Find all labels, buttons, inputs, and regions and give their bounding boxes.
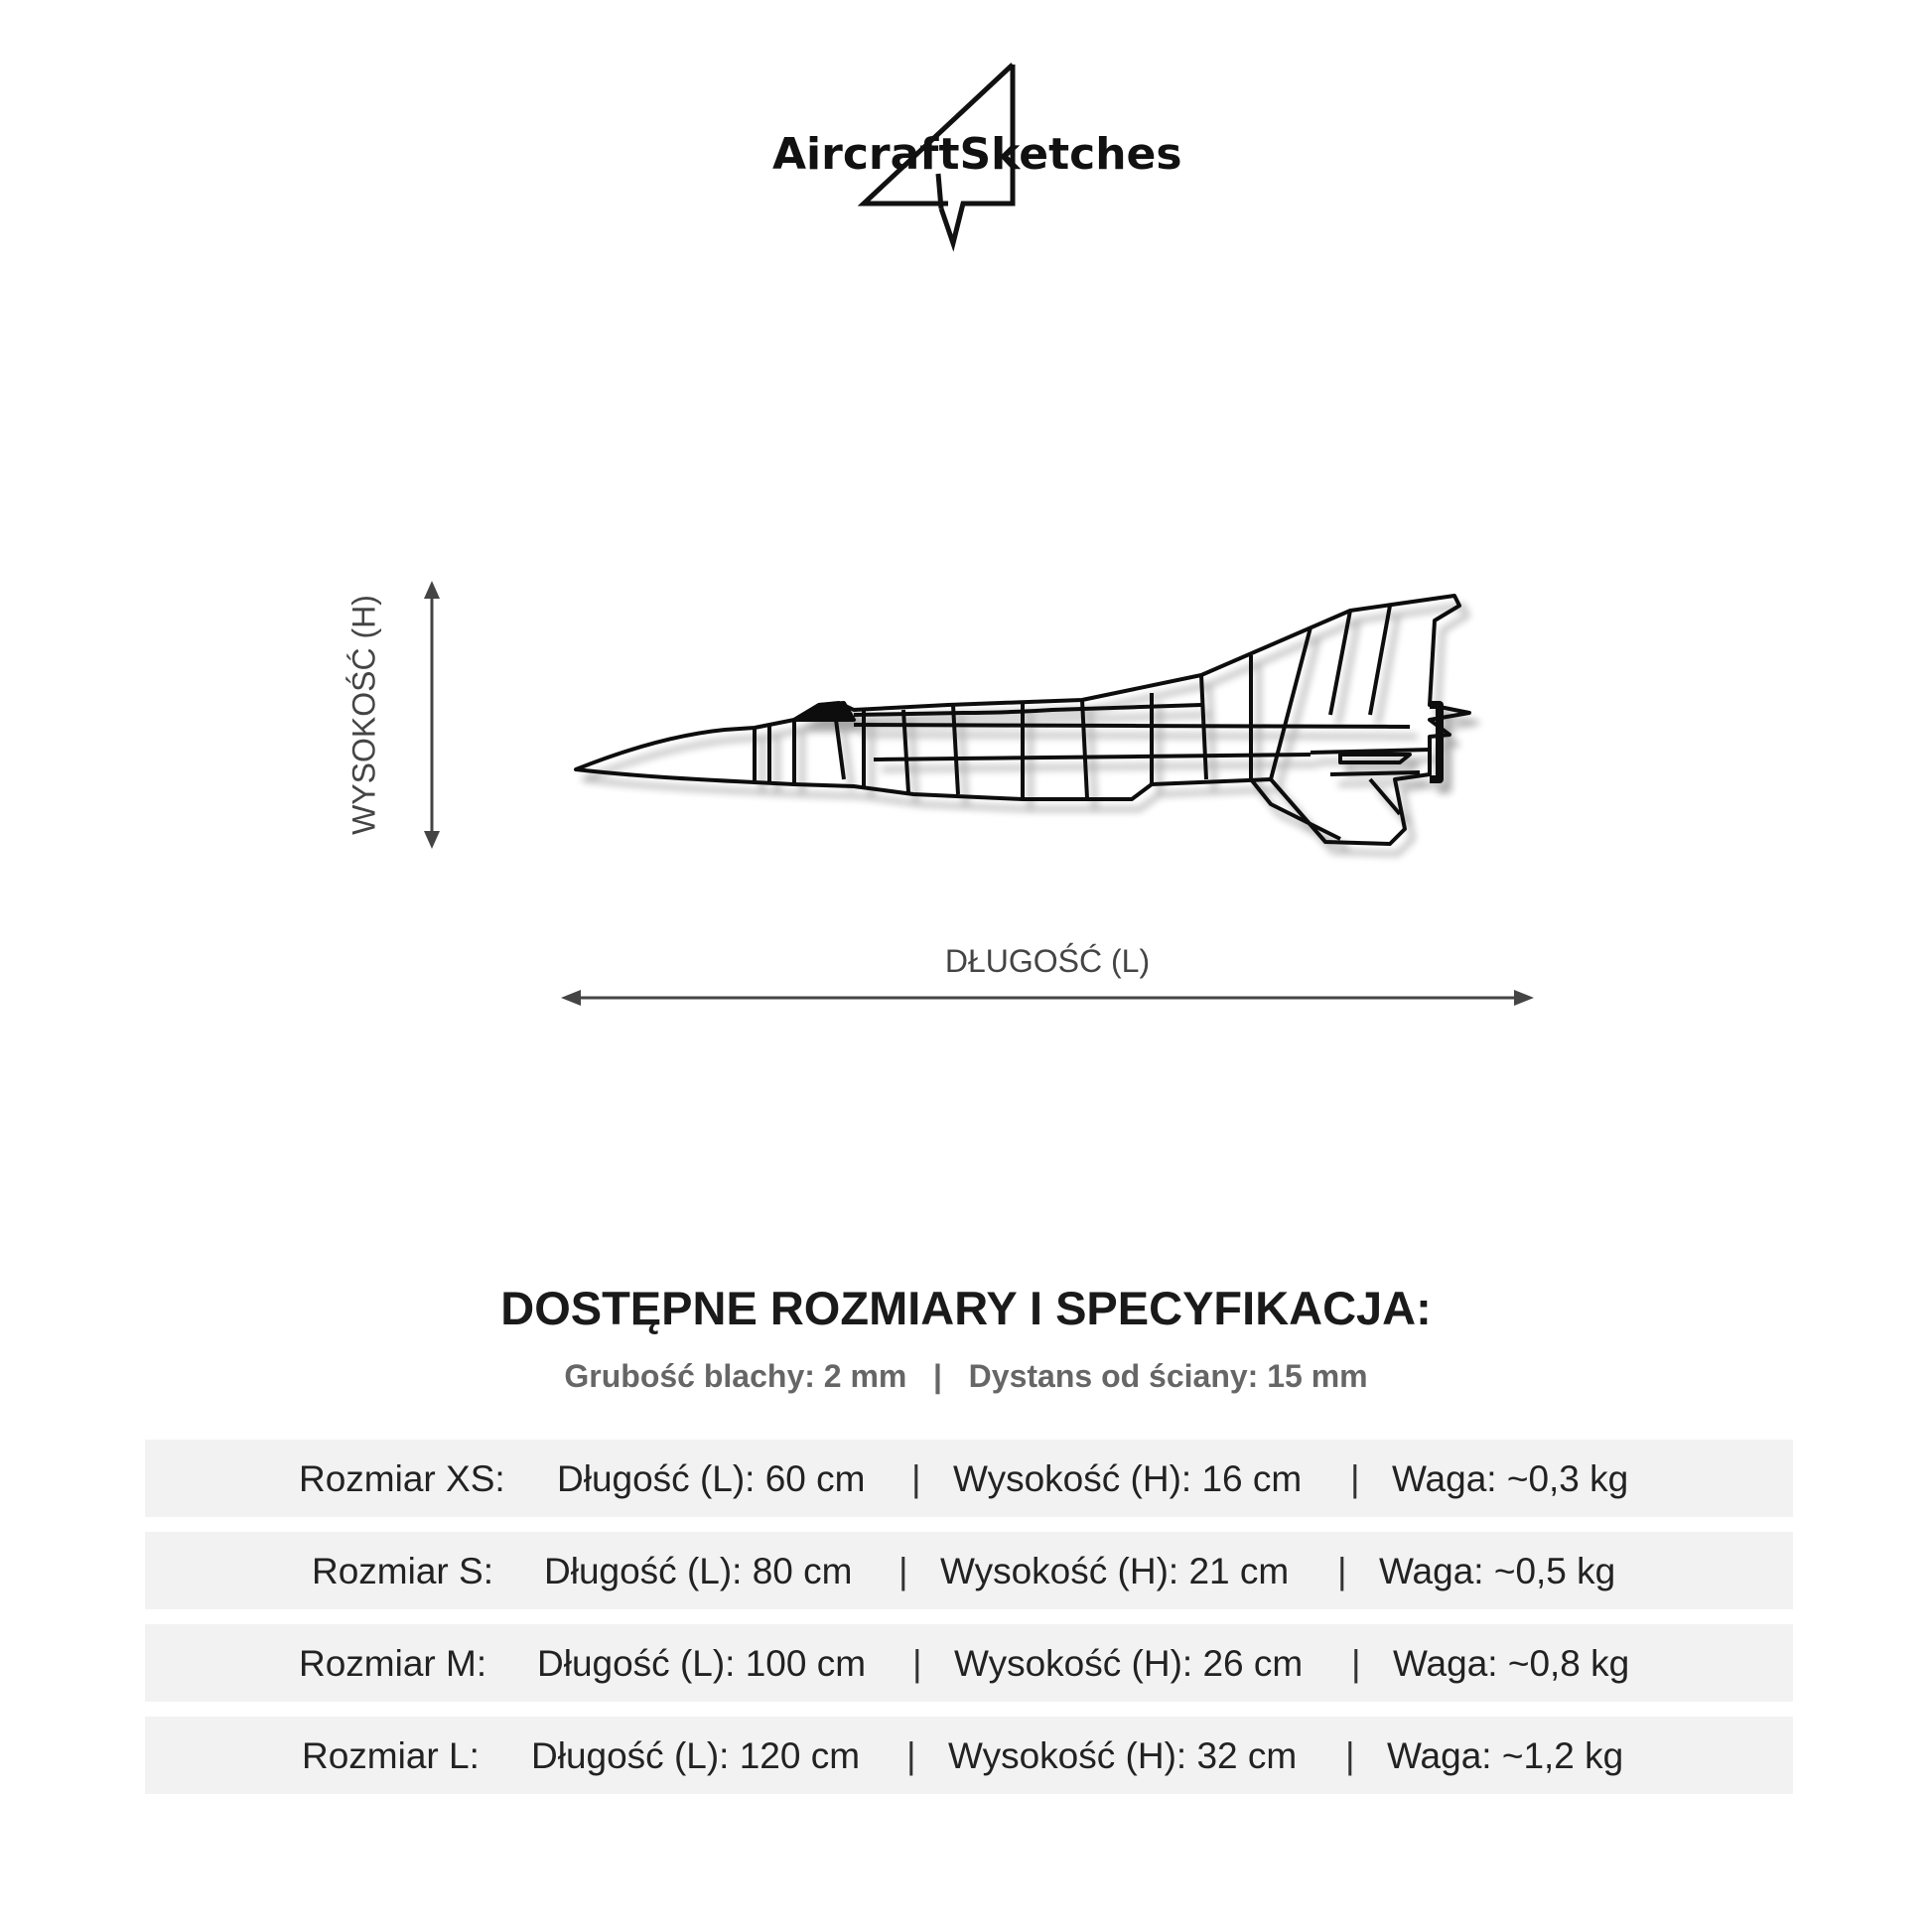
separator: |: [933, 1358, 942, 1394]
brand-name: AircraftSketches: [772, 129, 1182, 180]
length-value: Długość (L): 100 cm: [537, 1643, 867, 1684]
separator: |: [912, 1643, 922, 1684]
separator: |: [898, 1551, 908, 1591]
height-arrow: [417, 581, 447, 849]
specs-subtitle: [0, 1358, 1932, 1395]
separator: |: [1350, 1458, 1360, 1499]
weight-value: Waga: ~1,2 kg: [1387, 1735, 1624, 1776]
height-value: Wysokość (H): 32 cm: [948, 1735, 1298, 1776]
aircraft-silhouette: [556, 576, 1549, 874]
size-label: Rozmiar M:: [299, 1643, 487, 1684]
size-row-l: [145, 1717, 1793, 1794]
height-value: Wysokość (H): 26 cm: [954, 1643, 1304, 1684]
size-row-m: [145, 1624, 1793, 1702]
thickness-text: Grubość blachy: 2 mm: [564, 1358, 907, 1394]
separator: |: [1351, 1643, 1361, 1684]
weight-value: Waga: ~0,3 kg: [1392, 1458, 1629, 1499]
separator: |: [911, 1458, 921, 1499]
height-label: WYSOKOŚĆ (H): [345, 595, 382, 835]
size-label: Rozmiar XS:: [299, 1458, 505, 1499]
length-value: Długość (L): 60 cm: [557, 1458, 866, 1499]
height-value: Wysokość (H): 16 cm: [953, 1458, 1303, 1499]
weight-value: Waga: ~0,8 kg: [1393, 1643, 1630, 1684]
weight-value: Waga: ~0,5 kg: [1379, 1551, 1616, 1591]
size-row-xs: [145, 1440, 1793, 1517]
length-arrow: [561, 983, 1534, 1013]
length-label: DŁUGOŚĆ (L): [944, 943, 1151, 979]
wall-distance-text: Dystans od ściany: 15 mm: [968, 1358, 1368, 1394]
size-row-s: [145, 1532, 1793, 1609]
length-value: Długość (L): 80 cm: [544, 1551, 853, 1591]
specs-title: DOSTĘPNE ROZMIARY I SPECYFIKACJA:: [500, 1282, 1432, 1334]
separator: |: [1337, 1551, 1347, 1591]
size-label: Rozmiar L:: [302, 1735, 480, 1776]
length-value: Długość (L): 120 cm: [531, 1735, 861, 1776]
size-label: Rozmiar S:: [312, 1551, 493, 1591]
separator: |: [1345, 1735, 1355, 1776]
separator: |: [906, 1735, 916, 1776]
height-value: Wysokość (H): 21 cm: [940, 1551, 1290, 1591]
